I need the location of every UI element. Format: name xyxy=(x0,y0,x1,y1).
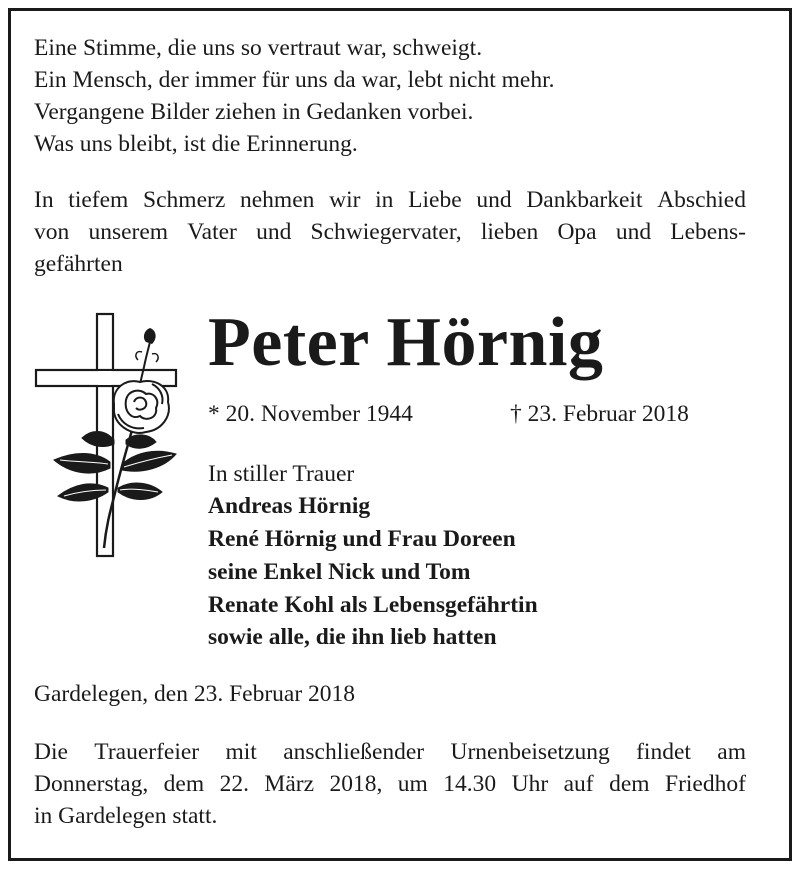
mourners-heading: In stiller Trauer xyxy=(208,461,355,487)
funeral-line: in Gardelegen statt. xyxy=(34,803,218,829)
mourner-name: Renate Kohl als Lebensgefährtin xyxy=(208,592,538,618)
mourner-name: Andreas Hörnig xyxy=(208,493,371,519)
intro-line: von unserem Vater und Schwiegervater, lieben Opa und Lebens- xyxy=(34,219,746,245)
cross-with-rose-icon xyxy=(34,312,182,558)
mourner-name: seine Enkel Nick und Tom xyxy=(208,559,471,585)
birth-date: * 20. November 1944 xyxy=(208,401,413,427)
poem-line: Eine Stimme, die uns so vertraut war, schweigt. xyxy=(34,35,483,61)
mourner-name: René Hörnig und Frau Doreen xyxy=(208,526,516,552)
poem-line: Ein Mensch, der immer für uns da war, lebt nicht mehr. xyxy=(34,67,555,93)
poem-line: Vergangene Bilder ziehen in Gedanken vorbei. xyxy=(34,99,474,125)
intro-line: gefährten xyxy=(34,251,123,277)
funeral-line: Die Trauerfeier mit anschließender Urnenbeisetzung findet am xyxy=(34,739,746,765)
mourner-name: sowie alle, die ihn lieb hatten xyxy=(208,624,497,650)
place-date: Gardelegen, den 23. Februar 2018 xyxy=(34,681,356,707)
deceased-name: Peter Hörnig xyxy=(208,304,604,381)
intro-line: In tiefem Schmerz nehmen wir in Liebe und Dankbarkeit Abschied xyxy=(34,187,746,213)
funeral-line: Donnerstag, dem 22. März 2018, um 14.30 Uhr auf dem Friedhof xyxy=(34,771,746,797)
poem-line: Was uns bleibt, ist die Erinnerung. xyxy=(34,131,358,157)
death-date: † 23. Februar 2018 xyxy=(510,401,689,427)
